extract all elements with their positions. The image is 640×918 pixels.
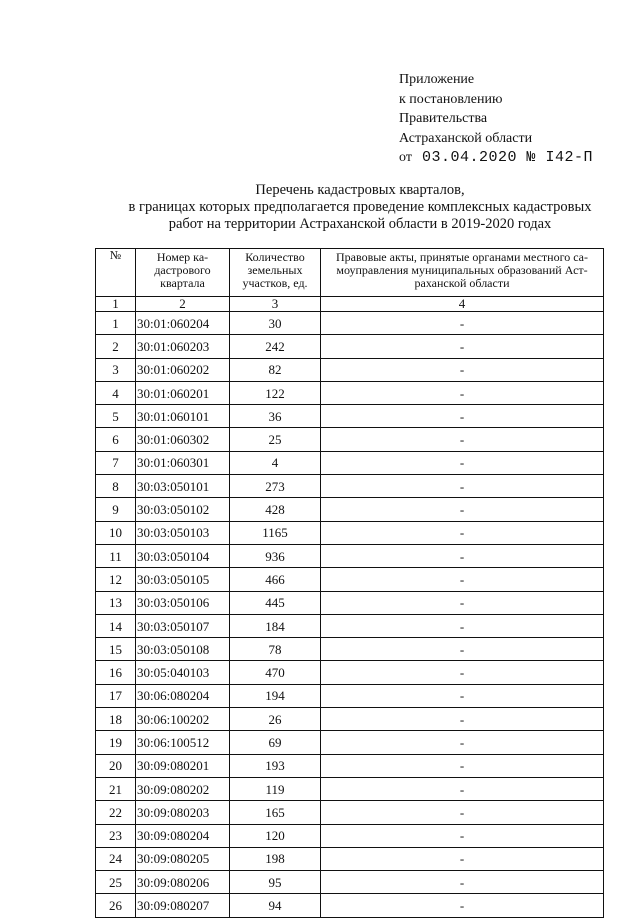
row-number: 15	[96, 638, 136, 661]
legal-acts: -	[321, 638, 604, 661]
row-number: 21	[96, 777, 136, 800]
appendix-line: Правительства	[399, 111, 488, 126]
date-prefix: от	[399, 150, 412, 165]
legal-acts: -	[321, 405, 604, 428]
row-number: 26	[96, 894, 136, 917]
plot-count: 466	[230, 568, 321, 591]
table-row	[96, 777, 604, 800]
row-number: 13	[96, 591, 136, 614]
legal-acts: -	[321, 684, 604, 707]
column-number: 4	[321, 297, 604, 312]
row-number: 9	[96, 498, 136, 521]
table-row	[96, 638, 604, 661]
legal-acts: -	[321, 335, 604, 358]
column-numbers-row	[96, 297, 604, 312]
quarter-number: 30:03:050103	[136, 521, 230, 544]
table-row	[96, 498, 604, 521]
quarter-number: 30:09:080205	[136, 847, 230, 870]
appendix-line: к постановлению	[399, 91, 503, 107]
legal-acts: -	[321, 428, 604, 451]
header-num: №	[96, 249, 136, 297]
table-row	[96, 754, 604, 777]
quarter-number: 30:01:060302	[136, 428, 230, 451]
legal-acts: -	[321, 591, 604, 614]
appendix-line: Приложение	[399, 72, 475, 87]
quarter-number: 30:09:080201	[136, 754, 230, 777]
quarter-number: 30:06:080204	[136, 684, 230, 707]
column-number: 3	[230, 297, 321, 312]
row-number: 14	[96, 614, 136, 637]
row-number: 6	[96, 428, 136, 451]
table-row	[96, 312, 604, 335]
header-quarter: Номер ка-дастрового квартала	[136, 249, 230, 297]
legal-acts: -	[321, 777, 604, 800]
plot-count: 82	[230, 358, 321, 381]
legal-acts: -	[321, 521, 604, 544]
plot-count: 242	[230, 335, 321, 358]
plot-count: 120	[230, 824, 321, 847]
quarter-number: 30:09:080202	[136, 777, 230, 800]
cadastral-quarters-table	[95, 248, 604, 918]
table-row	[96, 708, 604, 731]
row-number: 24	[96, 847, 136, 870]
quarter-number: 30:06:100202	[136, 708, 230, 731]
column-number: 1	[96, 297, 136, 312]
legal-acts: -	[321, 358, 604, 381]
quarter-number: 30:01:060301	[136, 451, 230, 474]
table-row	[96, 358, 604, 381]
document-title	[60, 182, 640, 233]
row-number: 20	[96, 754, 136, 777]
row-number: 10	[96, 521, 136, 544]
legal-acts: -	[321, 871, 604, 894]
quarter-number: 30:09:080207	[136, 894, 230, 917]
appendix-line: Астраханской области	[399, 130, 533, 146]
legal-acts: -	[321, 731, 604, 754]
plot-count: 69	[230, 731, 321, 754]
quarter-number: 30:03:050104	[136, 544, 230, 567]
legal-acts: -	[321, 824, 604, 847]
table-header-row	[96, 249, 604, 297]
legal-acts: -	[321, 847, 604, 870]
quarter-number: 30:09:080203	[136, 801, 230, 824]
row-number: 17	[96, 684, 136, 707]
quarter-number: 30:06:100512	[136, 731, 230, 754]
quarter-number: 30:03:050107	[136, 614, 230, 637]
legal-acts: -	[321, 801, 604, 824]
appendix-date-line	[399, 148, 593, 168]
plot-count: 25	[230, 428, 321, 451]
plot-count: 4	[230, 451, 321, 474]
title-line: работ на территории Астраханской области в 2019-2020 годах	[168, 216, 552, 232]
table-row	[96, 661, 604, 684]
legal-acts: -	[321, 498, 604, 521]
table-row	[96, 428, 604, 451]
plot-count: 122	[230, 381, 321, 404]
table-row	[96, 591, 604, 614]
row-number: 22	[96, 801, 136, 824]
quarter-number: 30:03:050108	[136, 638, 230, 661]
legal-acts: -	[321, 475, 604, 498]
column-number: 2	[136, 297, 230, 312]
table-row	[96, 475, 604, 498]
plot-count: 119	[230, 777, 321, 800]
row-number: 25	[96, 871, 136, 894]
quarter-number: 30:05:040103	[136, 661, 230, 684]
plot-count: 95	[230, 871, 321, 894]
table-row	[96, 614, 604, 637]
quarter-number: 30:09:080204	[136, 824, 230, 847]
quarter-number: 30:03:050105	[136, 568, 230, 591]
table-row	[96, 731, 604, 754]
plot-count: 30	[230, 312, 321, 335]
row-number: 23	[96, 824, 136, 847]
plot-count: 26	[230, 708, 321, 731]
legal-acts: -	[321, 614, 604, 637]
row-number: 4	[96, 381, 136, 404]
quarter-number: 30:01:060202	[136, 358, 230, 381]
legal-acts: -	[321, 312, 604, 335]
legal-acts: -	[321, 451, 604, 474]
table-row	[96, 801, 604, 824]
quarter-number: 30:03:050101	[136, 475, 230, 498]
row-number: 11	[96, 544, 136, 567]
row-number: 19	[96, 731, 136, 754]
row-number: 12	[96, 568, 136, 591]
row-number: 3	[96, 358, 136, 381]
table-row	[96, 871, 604, 894]
header-count: Количество земельных участков, ед.	[230, 249, 321, 297]
quarter-number: 30:09:080206	[136, 871, 230, 894]
plot-count: 470	[230, 661, 321, 684]
row-number: 8	[96, 475, 136, 498]
table-row	[96, 568, 604, 591]
quarter-number: 30:01:060101	[136, 405, 230, 428]
table-row	[96, 335, 604, 358]
plot-count: 184	[230, 614, 321, 637]
row-number: 18	[96, 708, 136, 731]
row-number: 16	[96, 661, 136, 684]
plot-count: 36	[230, 405, 321, 428]
row-number: 1	[96, 312, 136, 335]
header-acts: Правовые акты, принятые органами местного са-моуправления муниципальных образований Аст-раханской области	[321, 249, 604, 297]
plot-count: 428	[230, 498, 321, 521]
table-row	[96, 894, 604, 917]
row-number: 5	[96, 405, 136, 428]
plot-count: 78	[230, 638, 321, 661]
plot-count: 1165	[230, 521, 321, 544]
legal-acts: -	[321, 754, 604, 777]
quarter-number: 30:01:060201	[136, 381, 230, 404]
table-row	[96, 521, 604, 544]
plot-count: 198	[230, 847, 321, 870]
quarter-number: 30:01:060204	[136, 312, 230, 335]
table-row	[96, 451, 604, 474]
plot-count: 193	[230, 754, 321, 777]
legal-acts: -	[321, 708, 604, 731]
table-row	[96, 847, 604, 870]
table-row	[96, 684, 604, 707]
legal-acts: -	[321, 381, 604, 404]
table-row	[96, 405, 604, 428]
plot-count: 194	[230, 684, 321, 707]
quarter-number: 30:03:050106	[136, 591, 230, 614]
title-line: в границах которых предполагается проведение комплексных кадастровых	[128, 199, 592, 215]
plot-count: 273	[230, 475, 321, 498]
legal-acts: -	[321, 544, 604, 567]
table-row	[96, 544, 604, 567]
plot-count: 936	[230, 544, 321, 567]
quarter-number: 30:01:060203	[136, 335, 230, 358]
table-row	[96, 824, 604, 847]
legal-acts: -	[321, 894, 604, 917]
plot-count: 94	[230, 894, 321, 917]
row-number: 7	[96, 451, 136, 474]
legal-acts: -	[321, 661, 604, 684]
title-line: Перечень кадастровых кварталов,	[255, 182, 465, 198]
appendix-block	[399, 70, 593, 168]
legal-acts: -	[321, 568, 604, 591]
row-number: 2	[96, 335, 136, 358]
date-stamp: 03.04.2020 № I42-П	[421, 149, 593, 166]
plot-count: 445	[230, 591, 321, 614]
table-row	[96, 381, 604, 404]
plot-count: 165	[230, 801, 321, 824]
quarter-number: 30:03:050102	[136, 498, 230, 521]
